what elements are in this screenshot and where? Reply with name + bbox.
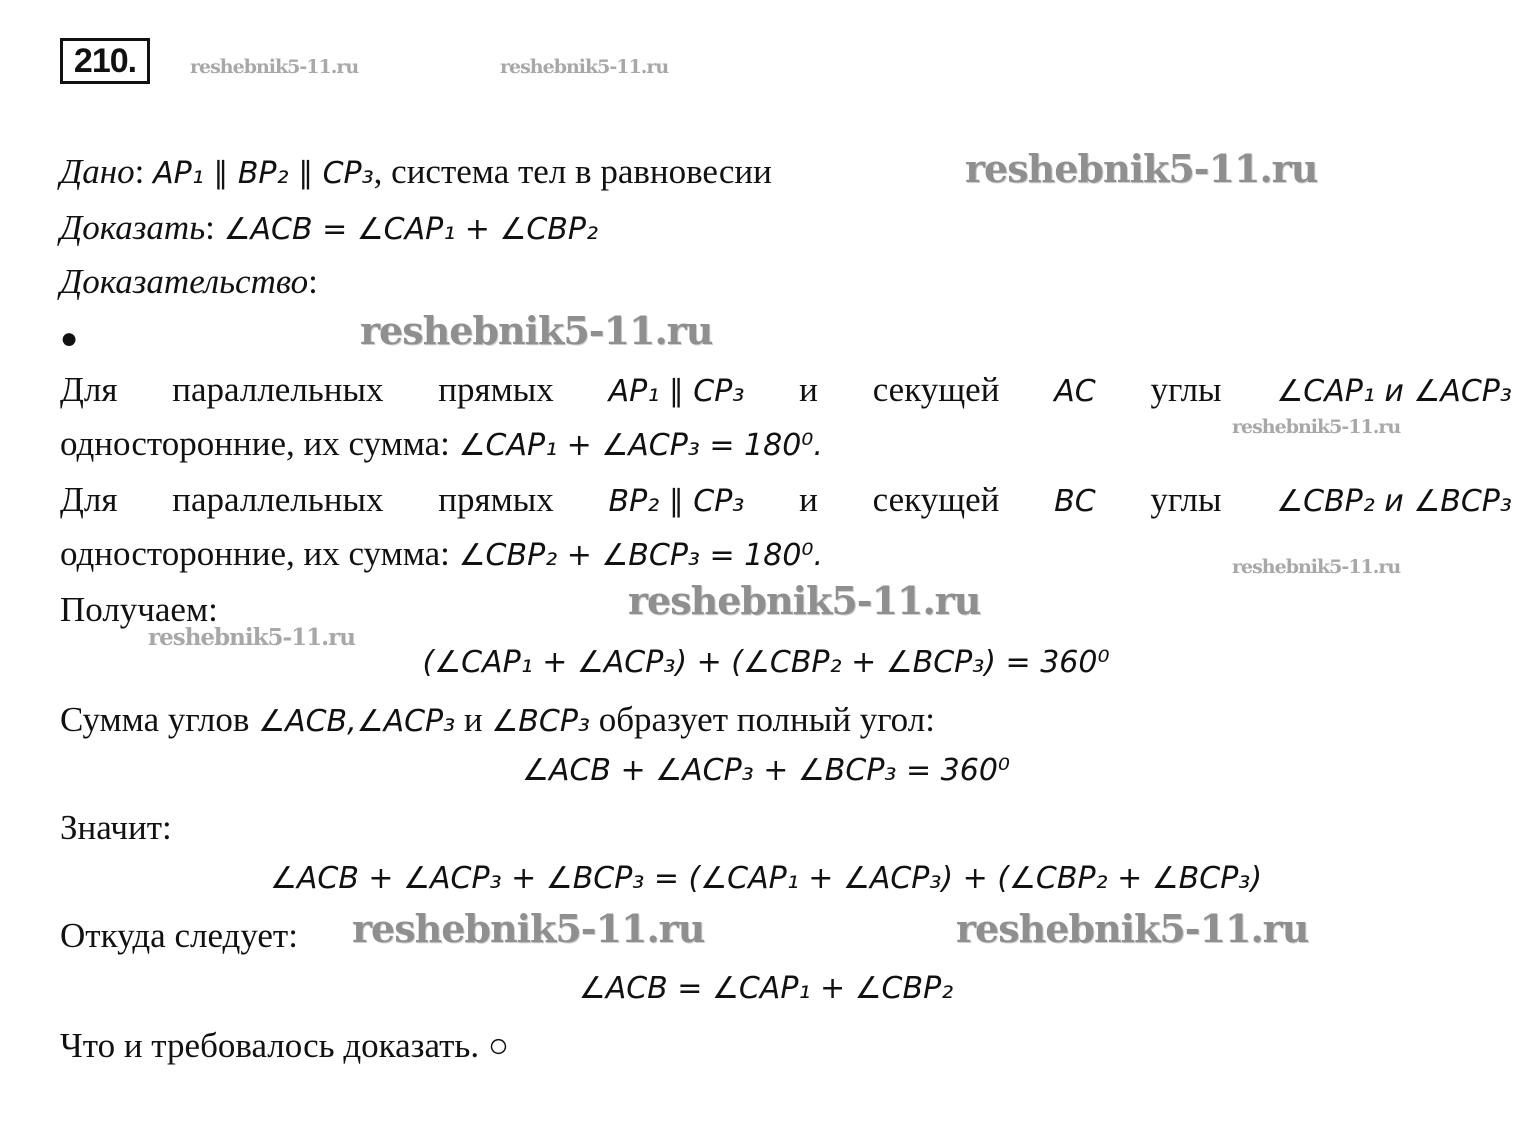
formula: AP₁ ∥ CP₃ [608,374,745,409]
bullet-point: ● [60,322,79,355]
word: и [799,370,818,409]
word: параллельных [172,480,384,519]
para2-line2 [60,536,823,571]
prove-label: Доказать [60,208,206,247]
equation-2: ∠ACB + ∠ACP₃ + ∠BCP₃ = 360⁰ [522,753,1010,788]
para1-formula: ∠CAP₁ + ∠ACP₃ = 180⁰. [458,428,823,463]
word: Для [60,480,118,519]
watermark: reshebnik5-11.ru [965,146,1318,191]
para1-text: односторонние, их сумма: [60,424,459,463]
sum-formula-2: ∠BCP₃ [491,704,590,739]
watermark: reshebnik5-11.ru [360,308,713,353]
watermark: reshebnik5-11.ru [148,624,355,651]
prove-line: Доказать: ∠ACB = ∠CAP₁ + ∠CBP₂ [60,208,599,247]
equation-4: ∠ACB = ∠CAP₁ + ∠CBP₂ [578,971,954,1006]
qed-line: Что и требовалось доказать. ○ [60,1026,510,1065]
follows-label: Откуда следует: [60,916,298,955]
watermark: reshebnik5-11.ru [500,56,669,78]
sum-text-after: образует полный угол: [589,700,935,739]
obtain-label: Получаем: [60,590,218,629]
formula: BC [1054,484,1096,519]
word: секущей [872,370,1000,409]
word: углы [1150,370,1222,409]
watermark: reshebnik5-11.ru [956,906,1309,951]
watermark: reshebnik5-11.ru [352,906,705,951]
sum-line [60,702,935,737]
formula: BP₂ ∥ CP₃ [608,484,745,519]
equation-3: ∠ACB + ∠ACP₃ + ∠BCP₃ = (∠CAP₁ + ∠ACP₃) + (∠CBP₂ + ∠BCP₃) [269,861,1263,896]
watermark: reshebnik5-11.ru [1232,416,1401,438]
word: Для [60,370,118,409]
word: прямых [438,370,554,409]
formula: ∠CAP₁ и ∠ACP₃ [1276,374,1512,409]
watermark: reshebnik5-11.ru [628,578,981,623]
prove-formula: ∠ACB = ∠CAP₁ + ∠CBP₂ [223,212,599,247]
word: и [799,480,818,519]
para1-line2 [60,426,823,461]
watermark: reshebnik5-11.ru [190,56,359,78]
formula: ∠CBP₂ и ∠BCP₃ [1276,484,1512,519]
means-label: Значит: [60,808,172,847]
formula: AC [1054,374,1096,409]
given-line: Дано: AP₁ ∥ BP₂ ∥ CP₃, система тел в равновесии [60,152,772,191]
sum-text-before: Сумма углов [60,700,259,739]
equation-1: (∠CAP₁ + ∠ACP₃) + (∠CBP₂ + ∠BCP₃) = 360⁰ [422,645,1110,680]
word: углы [1150,480,1222,519]
given-label: Дано [60,152,135,191]
word: параллельных [172,370,384,409]
proof-label: Доказательство [60,262,309,301]
para2-text: односторонние, их сумма: [60,534,459,573]
word: секущей [872,480,1000,519]
watermark: reshebnik5-11.ru [1232,556,1401,578]
problem-number: 210. [60,38,150,84]
para2-line1 [60,482,1512,517]
sum-text-mid: и [455,700,492,739]
given-formula: AP₁ ∥ BP₂ ∥ CP₃ [153,156,374,191]
word: прямых [438,480,554,519]
para1-line1 [60,372,1512,407]
para2-formula: ∠CBP₂ + ∠BCP₃ = 180⁰. [458,538,823,573]
sum-formula: ∠ACB,∠ACP₃ [258,704,456,739]
given-text: , система тел в равновесии [373,152,772,191]
proof-line: Доказательство: [60,262,318,301]
